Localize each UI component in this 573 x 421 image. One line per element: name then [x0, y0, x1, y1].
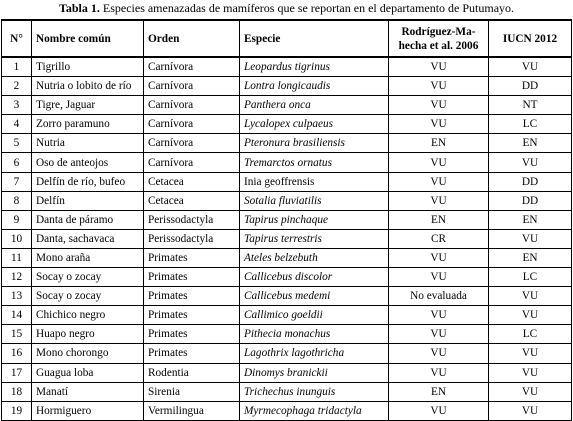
cell-species: Lagothrix lagothricha — [240, 344, 389, 363]
cell-rodriguez-2006: VU — [389, 172, 489, 191]
table-row — [2, 57, 572, 77]
cell-iucn-2012: EN — [489, 248, 572, 267]
cell-iucn-2012: LC — [489, 115, 572, 134]
cell-number: 13 — [2, 287, 32, 306]
cell-common-name: Tigrillo — [32, 57, 144, 77]
cell-common-name: Oso de anteojos — [32, 153, 144, 172]
cell-species: Panthera onca — [240, 96, 389, 115]
cell-order: Carnívora — [144, 57, 240, 77]
cell-order: Vermilingua — [144, 401, 240, 420]
table-row — [2, 134, 572, 153]
cell-species: Leopardus tigrinus — [240, 57, 389, 77]
table-body — [2, 57, 572, 420]
table-row — [2, 191, 572, 210]
cell-species: Tremarctos ornatus — [240, 153, 389, 172]
table-row — [2, 210, 572, 229]
cell-rodriguez-2006: No evaluada — [389, 287, 489, 306]
species-table — [1, 19, 572, 421]
cell-order: Perissodactyla — [144, 210, 240, 229]
cell-iucn-2012: VU — [489, 287, 572, 306]
cell-rodriguez-2006: VU — [389, 344, 489, 363]
cell-species: Inia geoffrensis — [240, 172, 389, 191]
cell-common-name: Mono araña — [32, 248, 144, 267]
cell-common-name: Hormiguero — [32, 401, 144, 420]
table-row — [2, 248, 572, 267]
table-caption — [0, 0, 573, 17]
cell-number: 16 — [2, 344, 32, 363]
cell-iucn-2012: VU — [489, 401, 572, 420]
cell-rodriguez-2006: VU — [389, 268, 489, 287]
cell-iucn-2012: VU — [489, 229, 572, 248]
cell-common-name: Delfín — [32, 191, 144, 210]
cell-species: Trichechus inunguis — [240, 382, 389, 401]
cell-number: 14 — [2, 306, 32, 325]
cell-number: 4 — [2, 115, 32, 134]
cell-common-name: Socay o zocay — [32, 268, 144, 287]
header-rodriguez-2006: Rodríguez-Ma-hecha et al. 2006 — [389, 20, 489, 57]
cell-number: 17 — [2, 363, 32, 382]
table-row — [2, 344, 572, 363]
cell-order: Carnívora — [144, 96, 240, 115]
cell-common-name: Delfín de río, bufeo — [32, 172, 144, 191]
cell-species: Tapirus pinchaque — [240, 210, 389, 229]
cell-number: 8 — [2, 191, 32, 210]
cell-order: Rodentia — [144, 363, 240, 382]
cell-order: Sirenia — [144, 382, 240, 401]
cell-species: Callicebus discolor — [240, 268, 389, 287]
cell-order: Primates — [144, 306, 240, 325]
cell-common-name: Danta de páramo — [32, 210, 144, 229]
cell-order: Cetacea — [144, 172, 240, 191]
table-row — [2, 306, 572, 325]
cell-rodriguez-2006: VU — [389, 191, 489, 210]
cell-iucn-2012: LC — [489, 268, 572, 287]
cell-number: 9 — [2, 210, 32, 229]
cell-iucn-2012: DD — [489, 77, 572, 96]
header-num: N° — [2, 20, 32, 57]
table-row — [2, 382, 572, 401]
table-row — [2, 287, 572, 306]
cell-iucn-2012: VU — [489, 382, 572, 401]
cell-rodriguez-2006: EN — [389, 210, 489, 229]
table-row — [2, 229, 572, 248]
table-row — [2, 115, 572, 134]
table-row — [2, 325, 572, 344]
table-row — [2, 363, 572, 382]
cell-species: Tapirus terrestris — [240, 229, 389, 248]
cell-common-name: Guagua loba — [32, 363, 144, 382]
table-row — [2, 268, 572, 287]
cell-rodriguez-2006: VU — [389, 153, 489, 172]
header-iucn-2012: IUCN 2012 — [489, 20, 572, 57]
cell-species: Callimico goeldii — [240, 306, 389, 325]
cell-common-name: Danta, sachavaca — [32, 229, 144, 248]
cell-order: Carnívora — [144, 134, 240, 153]
cell-species: Myrmecophaga tridactyla — [240, 401, 389, 420]
caption-label: Tabla 1. — [58, 1, 100, 15]
cell-order: Primates — [144, 268, 240, 287]
cell-iucn-2012: DD — [489, 191, 572, 210]
cell-common-name: Mono chorongo — [32, 344, 144, 363]
cell-number: 1 — [2, 57, 32, 77]
header-common-name: Nombre común — [32, 20, 144, 57]
cell-number: 10 — [2, 229, 32, 248]
cell-number: 11 — [2, 248, 32, 267]
cell-iucn-2012: EN — [489, 210, 572, 229]
cell-common-name: Zorro paramuno — [32, 115, 144, 134]
cell-species: Lycalopex culpaeus — [240, 115, 389, 134]
table-row — [2, 153, 572, 172]
cell-iucn-2012: NT — [489, 96, 572, 115]
cell-common-name: Huapo negro — [32, 325, 144, 344]
cell-number: 15 — [2, 325, 32, 344]
cell-common-name: Chichico negro — [32, 306, 144, 325]
cell-iucn-2012: LC — [489, 325, 572, 344]
cell-rodriguez-2006: EN — [389, 134, 489, 153]
cell-iucn-2012: EN — [489, 134, 572, 153]
cell-order: Primates — [144, 248, 240, 267]
cell-species: Ateles belzebuth — [240, 248, 389, 267]
cell-iucn-2012: DD — [489, 172, 572, 191]
cell-species: Lontra longicaudis — [240, 77, 389, 96]
cell-species: Pteronura brasiliensis — [240, 134, 389, 153]
cell-iucn-2012: VU — [489, 57, 572, 77]
cell-species: Callicebus medemi — [240, 287, 389, 306]
caption-text: Especies amenazadas de mamíferos que se reportan en el departamento de Putumayo. — [99, 1, 515, 15]
cell-order: Carnívora — [144, 77, 240, 96]
cell-rodriguez-2006: VU — [389, 363, 489, 382]
cell-number: 19 — [2, 401, 32, 420]
cell-common-name: Nutria o lobito de río — [32, 77, 144, 96]
header-species: Especie — [240, 20, 389, 57]
cell-number: 3 — [2, 96, 32, 115]
cell-order: Carnívora — [144, 153, 240, 172]
header-row — [2, 20, 572, 57]
header-order: Orden — [144, 20, 240, 57]
cell-number: 7 — [2, 172, 32, 191]
cell-common-name: Tigre, Jaguar — [32, 96, 144, 115]
cell-rodriguez-2006: VU — [389, 401, 489, 420]
cell-rodriguez-2006: VU — [389, 325, 489, 344]
cell-number: 18 — [2, 382, 32, 401]
cell-common-name: Socay o zocay — [32, 287, 144, 306]
cell-species: Pithecia monachus — [240, 325, 389, 344]
cell-number: 2 — [2, 77, 32, 96]
cell-species: Dinomys branickii — [240, 363, 389, 382]
cell-order: Primates — [144, 287, 240, 306]
cell-rodriguez-2006: CR — [389, 229, 489, 248]
table-row — [2, 172, 572, 191]
cell-common-name: Nutria — [32, 134, 144, 153]
cell-rodriguez-2006: VU — [389, 77, 489, 96]
cell-number: 6 — [2, 153, 32, 172]
cell-order: Primates — [144, 344, 240, 363]
cell-order: Cetacea — [144, 191, 240, 210]
cell-rodriguez-2006: VU — [389, 115, 489, 134]
cell-rodriguez-2006: EN — [389, 382, 489, 401]
cell-number: 5 — [2, 134, 32, 153]
cell-rodriguez-2006: VU — [389, 96, 489, 115]
cell-iucn-2012: VU — [489, 306, 572, 325]
table-row — [2, 401, 572, 420]
cell-common-name: Manatí — [32, 382, 144, 401]
cell-number: 12 — [2, 268, 32, 287]
cell-rodriguez-2006: VU — [389, 57, 489, 77]
cell-rodriguez-2006: VU — [389, 306, 489, 325]
cell-order: Carnívora — [144, 115, 240, 134]
table-row — [2, 77, 572, 96]
cell-iucn-2012: VU — [489, 153, 572, 172]
cell-iucn-2012: VU — [489, 363, 572, 382]
cell-iucn-2012: VU — [489, 344, 572, 363]
cell-species: Sotalia fluviatilis — [240, 191, 389, 210]
cell-rodriguez-2006: VU — [389, 248, 489, 267]
cell-order: Perissodactyla — [144, 229, 240, 248]
table-row — [2, 96, 572, 115]
cell-order: Primates — [144, 325, 240, 344]
